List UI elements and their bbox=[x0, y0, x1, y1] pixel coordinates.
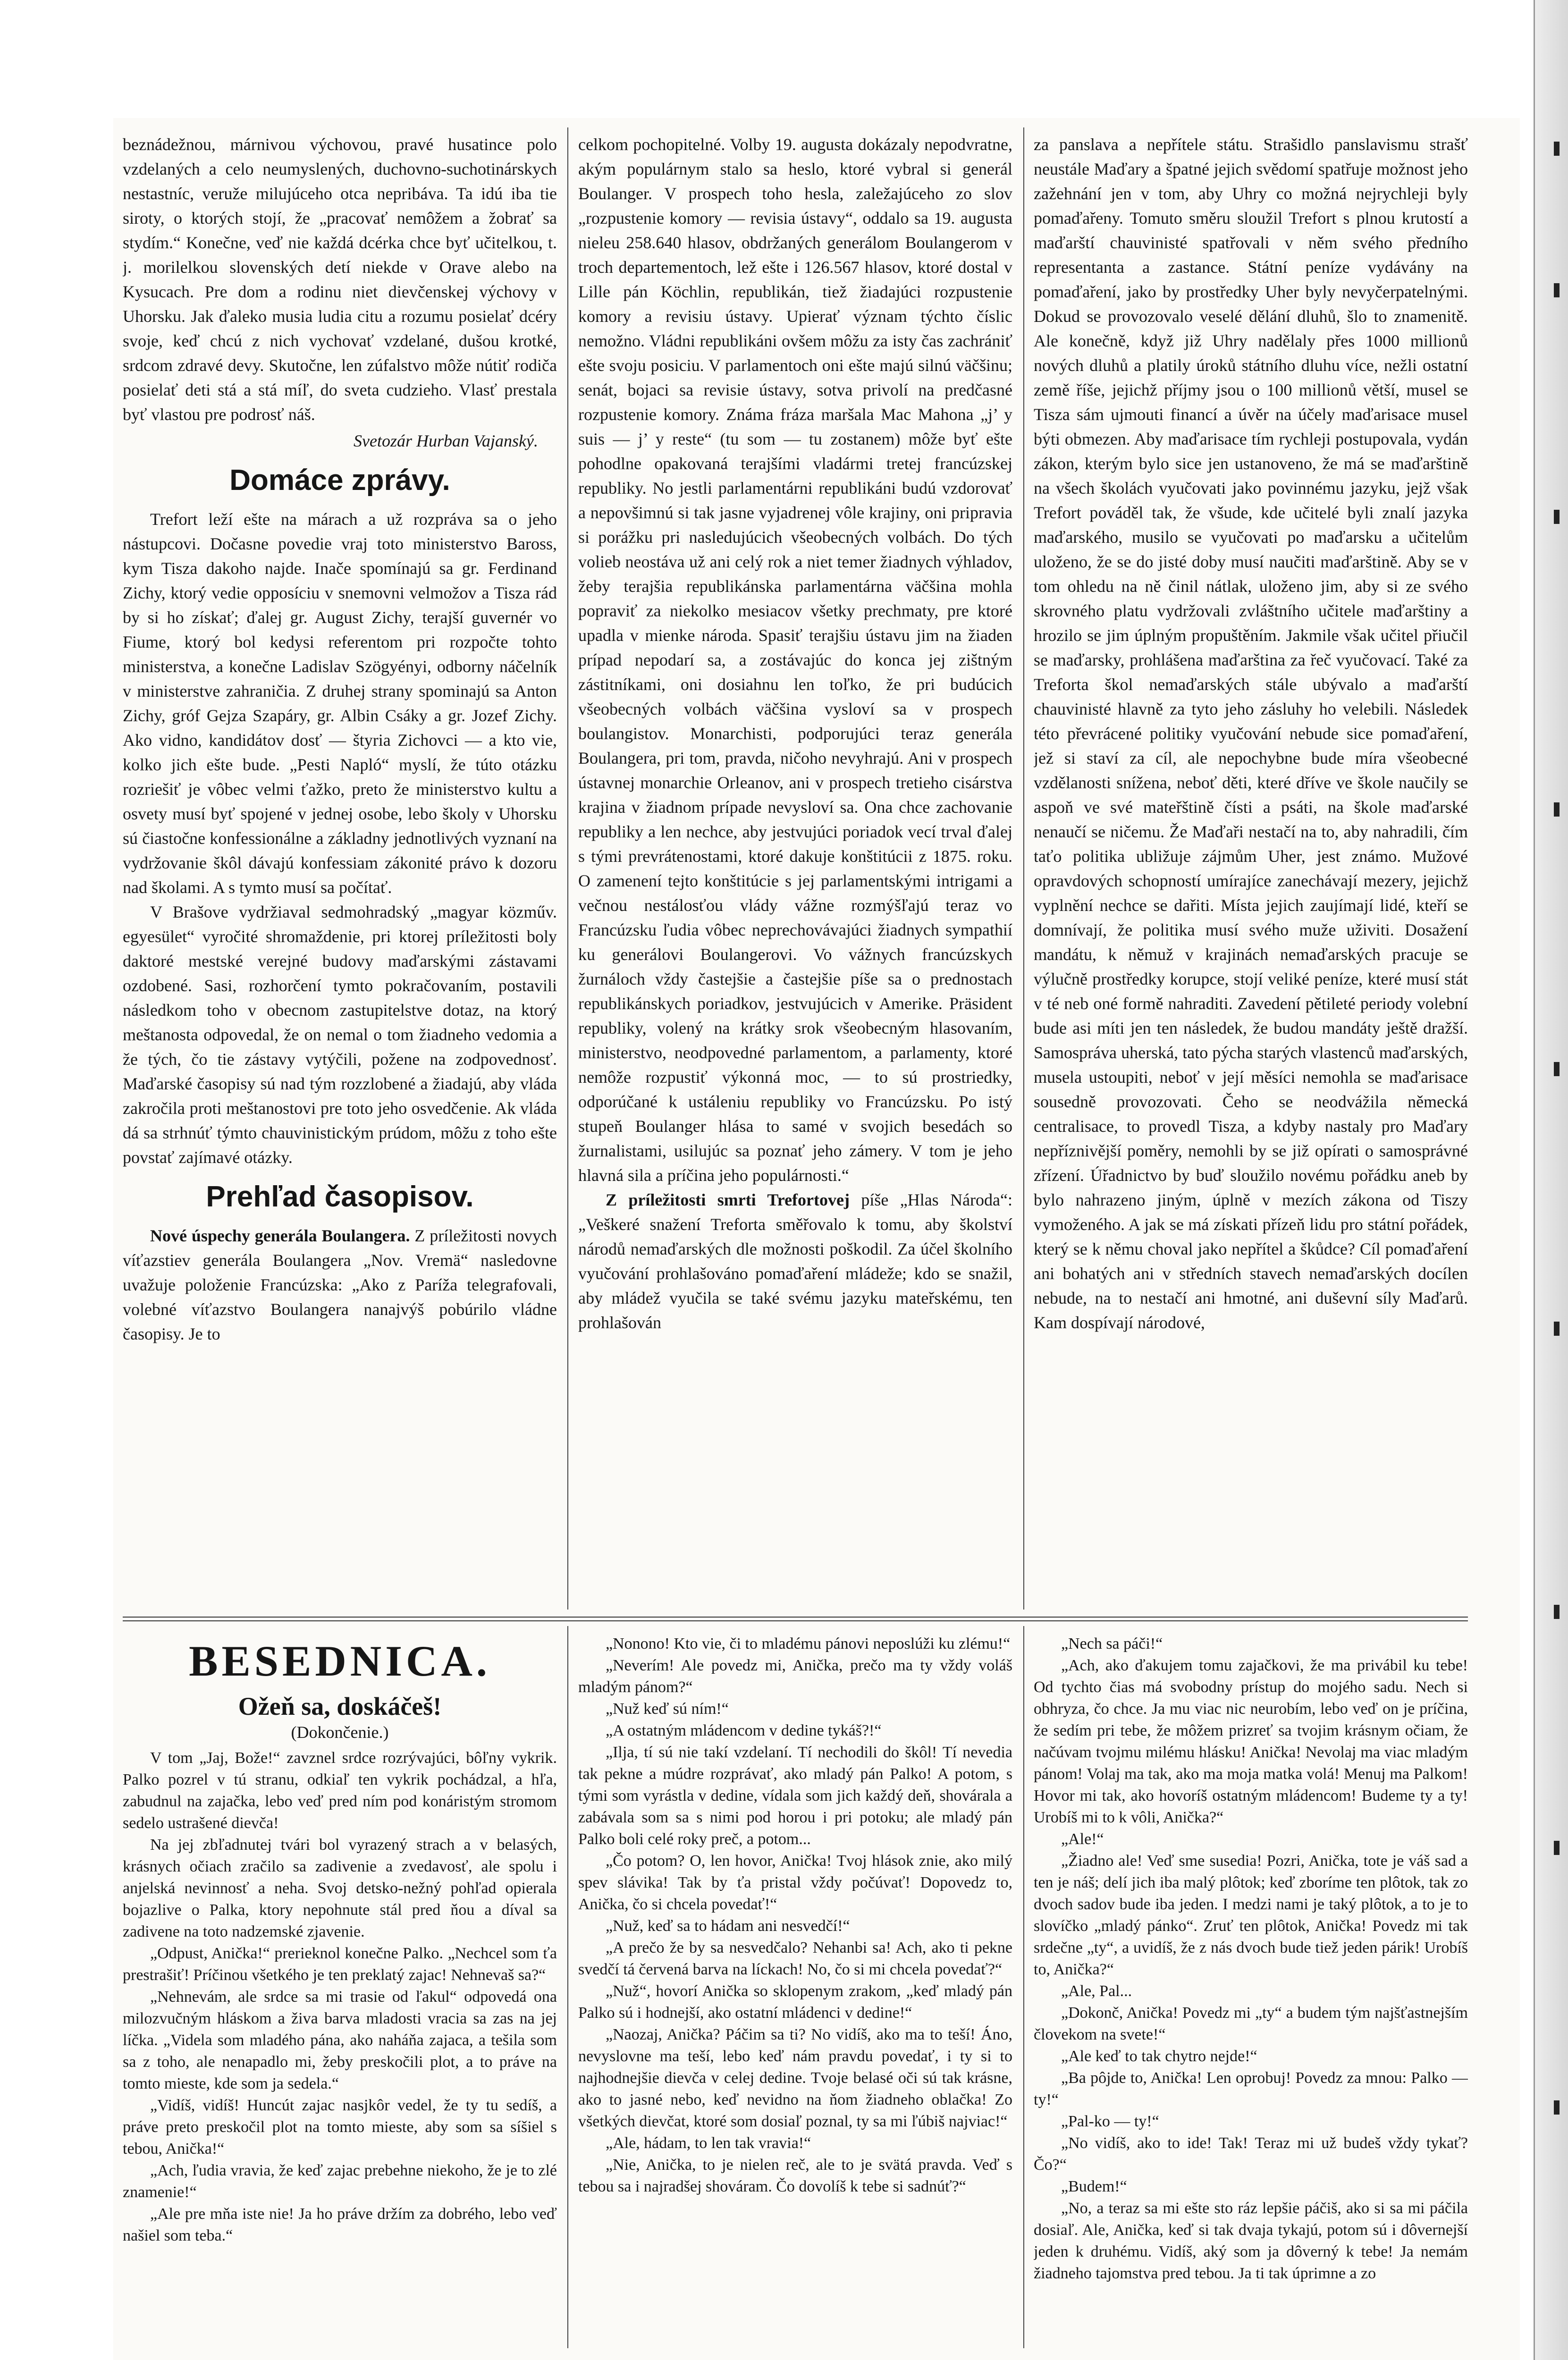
edge-mark bbox=[1554, 802, 1560, 817]
scan-edge bbox=[1534, 0, 1568, 2360]
edge-mark bbox=[1554, 283, 1560, 297]
story-paragraph: „Ach, ľudia vravia, že keď zajac prebehne niekoho, že je to zlé znamenie!“ bbox=[123, 2162, 557, 2201]
feuilleton-column-2 bbox=[578, 1633, 1012, 2346]
story-paragraph: „Žiadno ale! Veď sme susedia! Pozri, Anička, tote je váš sad a ten je náš; delí jich iba malý plôtok; keď zboríme ten plôtok, tak zo dvoch sadov bude iba jeden. I medzi nami je taký plôtok, a to je to slovíčko „mladý pánko“. Zruť ten plôtok, Anička! Povedz mi tak srdečne „ty“, a uvidíš, že z nás dvoch bude tiež jeden párik! Urobíš to, Anička?“ bbox=[1034, 1852, 1468, 1978]
column-rule bbox=[567, 1626, 568, 2348]
story-paragraph: „Naozaj, Anička? Páčim sa ti? No vidíš, ako ma to teší! Áno, nevyslovne ma teší, lebo keď nám pravdu povedať, i ty si to najhodnejšie dievča v celej dedine. Tvoje belasé oči sú tak krásne, ako to jasné nebo, keď nevidno na ňom žiadneho oblačka! Zo všetkých dievčat, ktoré som dosiaľ poznal, ty sa mi ľúbiš najviac!“ bbox=[578, 2026, 1012, 2130]
author-signature: Svetozár Hurban Vajanský. bbox=[354, 431, 538, 450]
article-text: Z príležitosti novych víťazstiev generála Boulangera „Nov. Vremä“ nasledovne uvažuje položenie Francúzska: „Ako z Paríža telegrafovali, volebné víťazstvo Boulangera nanajvýš pobúrilo vládne časopisy. Je to bbox=[123, 1226, 557, 1343]
story-paragraph: „Dokonč, Anička! Povedz mi „ty“ a budem tým najšťastnejším človekom na svete!“ bbox=[1034, 2004, 1468, 2043]
story-paragraph: „Odpust, Anička!“ prerieknol konečne Palko. „Nechcel som ťa prestrašiť! Príčinou všetkého je ten preklatý zajac! Nehnevaš sa?“ bbox=[123, 1945, 557, 1984]
story-paragraph: „Ale!“ bbox=[1061, 1830, 1104, 1848]
edge-mark bbox=[1554, 2100, 1560, 2115]
article-text: píše „Hlas Národa“: „Veškeré snažení Treforta směřovalo k tomu, aby školství národů nemaďarských dle možnosti poškodil. Za účel školního vyučování prohlašováno pomaďaření mládeže; kdo se snažil, aby mládež vyučila se také svému jazyku mateřskému, ten prohlašován bbox=[578, 1190, 1012, 1332]
story-paragraph: „Nie, Anička, to je nielen reč, ale to je svätá pravda. Veď s tebou sa i najradšej shováram. Čo dovolíš k tebe si sadnúť?“ bbox=[578, 2156, 1012, 2195]
article-lead: Nové úspechy generála Boulangera. bbox=[150, 1226, 410, 1245]
story-paragraph: V tom „Jaj, Bože!“ zavznel srdce rozrývajúci, bôľny vykrik. Palko pozrel v tú stranu, odkiaľ ten vykrik pochádzal, a hľa, zabudnul na zajačka, lebo veď pred ním pod konáristým stromom sedelo ustrašené dievča! bbox=[123, 1749, 557, 1832]
story-paragraph: „Vidíš, vidíš! Huncút zajac nasjkôr vedel, že ty tu sedíš, a práve preto preskočil plot na tomto mieste, aby som sa síšiel s tebou, Anička!“ bbox=[123, 2097, 557, 2158]
story-paragraph: „Nuž keď sú ním!“ bbox=[606, 1700, 729, 1718]
column-rule bbox=[1023, 1626, 1024, 2348]
story-paragraph: „A prečo že by sa nesvedčalo? Nehanbi sa! Ach, ako ti pekne svedčí tá červená barva na líckach! No, čo si mi chcela povedať?“ bbox=[578, 1939, 1012, 1978]
column-rule bbox=[1023, 127, 1024, 1610]
story-paragraph: „Ale, hádam, to len tak vravia!“ bbox=[606, 2134, 811, 2152]
column-rule bbox=[567, 127, 568, 1610]
story-paragraph: „Ilja, tí sú nie takí vzdelaní. Tí nechodili do škôl! Tí nevedia tak pekne a múdre rozprávať, ako mladý pán Palko! A potom, s tými som vyrástla v dedine, vídala som jich každý deň, shovárala a zabávala som sa s nimi pod horou i pri potoku; ale mladý pán Palko boli celé roky preč, a potom... bbox=[578, 1744, 1012, 1848]
story-title: Ožeň sa, doskáčeš! bbox=[238, 1692, 442, 1720]
column-2-upper bbox=[578, 132, 1012, 1610]
article-paragraph: Trefort leží ešte na márach a už rozpráva sa o jeho nástupcovi. Dočasne povedie vraj toto ministerstvo Baross, kym Tisza dakoho najde. Inače spomínajú sa gr. Ferdinand Zichy, ktorý vedie opposíciu v snemovni velmožov a Tisza rád by si ho získať; ďalej gr. August Zichy, terajší guvernér vo Fiume, ktorý bol kedysi referentom pri rozpočte tohto ministerstva, a konečne Ladislav Szögyényi, odborny náčelník v ministerstve zahraničia. Z druhej strany spominajú sa Anton Zichy, gróf Gejza Szapáry, gr. Albin Csáky a gr. Jozef Zichy. Ako vidno, kandidátov dosť — štyria Zichovci — a kto vie, kolko jich ešte bude. „Pesti Napló“ myslí, že túto otázku rozriešiť je vôbec velmi ťažko, preto že ministerstvo kultu a osvety musí byť spojené v jednej osobe, lebo školy v Uhorsku sú čiastočne konfessionálne a základny jednotlivých vyznaní na vydržovanie škôl dávajú konfessiam zákonité právo k dozoru nad školami. A s tymto musí sa počítať. bbox=[123, 510, 557, 897]
story-paragraph: „Nuž“, hovorí Anička so sklopenym zrakom, „keď mladý pán Palko sú i hodnejší, ako ostatní mládenci v dedine!“ bbox=[578, 1982, 1012, 2022]
story-paragraph: „Neverím! Ale povedz mi, Anička, prečo ma ty vždy voláš mladým pánom?“ bbox=[578, 1657, 1012, 1696]
feuilleton-column-3 bbox=[1034, 1633, 1468, 2346]
story-paragraph: „Nonono! Kto vie, či to mladému pánovi neposlúži ku zlému!“ bbox=[606, 1635, 1011, 1652]
edge-mark bbox=[1554, 510, 1560, 524]
feuilleton-title: BESEDNICA. bbox=[189, 1637, 491, 1685]
edge-mark bbox=[1554, 1841, 1560, 1855]
section-heading-prehlad-casopisov: Prehľad časopisov. bbox=[206, 1180, 474, 1213]
column-3-upper bbox=[1034, 132, 1468, 1610]
feuilleton-separator bbox=[123, 1620, 1468, 1621]
article-paragraph bbox=[578, 1188, 1012, 1335]
article-paragraph bbox=[123, 1223, 557, 1346]
story-paragraph: „Nech sa páči!“ bbox=[1061, 1635, 1163, 1652]
story-paragraph: „No, a teraz sa mi ešte sto ráz lepšie páčiš, ako si sa mi páčila dosiaľ. Ale, Anička, keď si tak dvaja tykajú, potom sú i dôvernejší jeden k druhému. Vidíš, aký som ja dôverný k tebe! Ja nemám žiadneho tajomstva pred tebou. Ja ti tak úprimne a zo bbox=[1034, 2200, 1468, 2282]
story-paragraph: „A ostatným mládencom v dedine tykáš?!“ bbox=[606, 1722, 882, 1739]
story-paragraph: „Ale pre mňa iste nie! Ja ho práve držím za dobrého, lebo veď našiel som teba.“ bbox=[123, 2205, 557, 2244]
story-paragraph: „Čo potom? O, len hovor, Anička! Tvoj hlások znie, ako milý spev slávika! Tak by ťa pristal vždy počúvať! Dopovedz to, Anička, čo si chcela povedať!“ bbox=[578, 1852, 1012, 1913]
article-paragraph: V Brašove vydržiaval sedmohradský „magyar közműv. egyesület“ vyročité shromaždenie, pri ktorej príležitosti boly daktoré mestské verejné budovy maďarskými zástavami ozdobené. Sasi, rozhorčení tymto pokračovaním, postavili následkom toho v obecnom zastupitelstve dotaz, na ktorý meštanosta odpovedal, že on nemal o tom žiadneho vedomia a že tých, čo tie zástavy vytýčili, požene na zodpovednosť. Maďarské časopisy sú nad tým rozzlobené a žiadajú, aby vláda zakročila proti meštanostovi pre toto jeho osvedčenie. Ak vláda dá sa strhnúť týmto chauvinistickým prúdom, môžu z toho ešte povstať zajímavé otázky. bbox=[123, 902, 557, 1167]
story-subtitle: (Dokončenie.) bbox=[291, 1723, 389, 1742]
story-paragraph: Na jej zbľadnutej tvári bol vyrazený strach a v belasých, krásnych očiach zračilo sa zadivenie a zvedavosť, ale spolu i anjelská nevinnosť a neha. Svoj detsko-nežný pohľad opierala bojazlive o Palka, ktory nepohnute stál pred ňou a díval sa zadivene na toto nadzemské zjavenie. bbox=[123, 1836, 557, 1940]
edge-mark bbox=[1554, 142, 1560, 156]
story-paragraph: „Nehnevám, ale srdce sa mi trasie od ľakul“ odpovedá ona milozvučným hláskom a živa barva mladosti vracia sa zas na jej líčka. „Videla som mladého pána, ako naháňa zajaca, a tešila som sa z toho, ale nenapadlo mi, žeby preskočili plot, a to práve na tomto mieste, kde som ja sedela.“ bbox=[123, 1988, 557, 2092]
story-paragraph: „No vidíš, ako to ide! Tak! Teraz mi už budeš vždy tykať? Čo?“ bbox=[1034, 2134, 1468, 2174]
edge-mark bbox=[1554, 1062, 1560, 1076]
story-paragraph: „Ale keď to tak chytro nejde!“ bbox=[1061, 2048, 1257, 2065]
feuilleton-column-1 bbox=[123, 1628, 557, 2346]
article-paragraph: celkom pochopitelné. Volby 19. augusta dokázaly nepodvratne, akým populárnym stalo sa heslo, ktoré vybral si generál Boulanger. V prospech toho hesla, zaležajúceho zo slov „rozpustenie komory — revisia ústavy“, oddalo sa 19. augusta nieleu 258.640 hlasov, obdržaných generálom Boulangerom v troch departementoch, lež ešte i 126.567 hlasov, ktoré dostal v Lille pán Köchlin, republikán, tiež žiadajúci rozpustenie komory a revisiu ústavy. Upierať význam týchto číslic nemožno. Vládni republikáni ovšem môžu za isty čas zachrániť ešte svoju posiciu. V parlamentoch oni ešte majú silnú väčšinu; senát, bojaci sa revisie ústavy, sotva privolí na predčasné rozpustenie komory. Známa fráza maršala Mac Mahona „j’ y suis — j’ y reste“ (tu som — tu zostanem) môže byť ešte pohodlne opakovaná terajšími vladármi tretej francúzskej republiky. No jestli parlamentárni republikáni budú vzdorovať a nepovšimnú si tak jasne vyjadrenej vôle krajiny, oni pripravia si porážku pri nasledujúcich všeobecných volbách. Do tých volieb neostáva už ani celý rok a niet temer žiadnych výhladov, žeby terajšia republikánska parlamentárna väčšina mohla popraviť za niekolko mesiacov všetky prechmaty, pre ktoré upadla v mienke národa. Spasiť terajšiu ústavu jim na žiaden prípad nepodarí sa, a zostávajúc do konca jej zištným zástitníkami, oni dosiahnu len toľko, že pri budúcich všeobecných volbách väčšina vysloví sa v prospech boulangistov. Monarchisti, podporujúci teraz generála Boulangera, pri tom, pravda, ničoho nevyhrajú. Ani v prospech ústavnej monarchie Orleanov, ani v prospech tretieho cisárstva krajina v žiadnom prípade nevysloví sa. Ona chce zachovanie republiky a len nechce, aby jestvujúci poriadok vecí trval ďalej s tými prevrátenostami, ktoré dakuje konštitúcii z 1875. roku. O zamenení tejto konštitúcie s jej parlamentskými intrigami a večnou nestálosťou vlády vážne rozmýšľajú teraz vo Francúzsku ľudia vôbec neprechovávajúci žiadnych sympathií ku generálovi Boulangerovi. Vo vážnych francúzskych žurnáloch vždy častejšie a častejšie píše sa o prednostach republikánskych poriadkov, jestvujúcich v Amerike. Präsident republiky, volený na krátky srok všeobecným hlasovaním, ministerstvo, neodpovedné parlamentom, a parlamenty, ktoré nemôže rozpustiť výkonná moc, — to sú prostriedky, odporúčané k ustáleniu republiky vo Francúzsku. Po istý stupeň Boulanger hlása to samé v svojich besedách so žurnalistami, usilujúc sa poznať jeho zámery. V tom je jeho hlavná sila a príčina jeho populárnosti.“ bbox=[578, 135, 1012, 1185]
newspaper-page bbox=[113, 118, 1520, 2360]
article-paragraph: beznádežnou, márnivou výchovou, pravé husatince polo vzdelaných a celo neumyslených, duchovno-suchotinárskych nestastníc, veruže milujúceho otca nepribáva. Ta idú iba tie siroty, o ktorých stojí, že „pracovať nemôžem a žobrať sa stydím.“ Konečne, veď nie každá dcérka chce byť učitelkou, t. j. morilelkou slovenských detí niekde v Orave alebo na Kysucach. Pre dom a rodinu niet dievčenskej výchovy v Uhorsku. Jak ďaleko musia ludia citu a rozumu posielať dcéry svoje, keď chcú z nich vychovať vzdelané, dušou krotké, srdcom zdravé devy. Skutočne, len zúfalstvo môže nútiť rodiča posielať deti stá a stá míľ, do sveta cudzieho. Vlasť prestala byť vlastou pre podrosť náš. bbox=[123, 135, 557, 424]
section-heading-domace-zpravy: Domáce zprávy. bbox=[229, 464, 450, 497]
story-paragraph: „Pal-ko — ty!“ bbox=[1061, 2113, 1159, 2130]
column-1-upper bbox=[123, 132, 557, 1610]
edge-mark bbox=[1554, 1322, 1560, 1336]
story-paragraph: „Nuž, keď sa to hádam ani nesvedčí!“ bbox=[606, 1917, 850, 1935]
edge-mark bbox=[1554, 1605, 1560, 1619]
story-paragraph: „Ale, Pal... bbox=[1061, 1982, 1132, 2000]
story-paragraph: „Ach, ako ďakujem tomu zajačkovi, že ma privábil ku tebe! Od tychto čias má svobodny prístup do mojého sadu. Nech si obhryza, čo chce. Ja mu viac nic neurobím, lebo veď on je príčina, že sedím pri tebe, že môžem prizreť sa tvojim krásnym očiam, že načúvam tvojmu milému hlásku! Anička! Nevolaj ma viac mladým pánom! Volaj ma tak, ako ma moja matka volá! Menuj ma Palkom! Hovor mi tak, ako hovoríš ostatným mládencom! Budeme ty a ty! Urobíš mi to k vôli, Anička?“ bbox=[1034, 1657, 1468, 1826]
story-paragraph: „Budem!“ bbox=[1061, 2178, 1127, 2195]
story-paragraph: „Ba pôjde to, Anička! Len oprobuj! Povedz za mnou: Palko — ty!“ bbox=[1034, 2069, 1468, 2108]
article-paragraph: za panslava a nepřítele státu. Strašidlo panslavismu strašť neustále Maďary a špatné jejich svědomí spatřuje možnost jeho zažehnání jen v tom, aby Uhry co možná nejrychleji byly pomaďařeny. Tomuto směru sloužil Trefort s plnou krutostí a maďarští chauvinisté spatřovali v něm svého předního representanta a zastance. Státní peníze vydávány na pomaďaření, jako by prostředky Uher byly nevyčerpatelnými. Dokud se provozovalo veselé dělání dluhů, šlo to znamenitě. Ale konečně, když již Uhry nadělaly přes 1000 millionů nových dluhů a platily úroků státního dluhu více, nežli ostatní země říše, jejichž příjmy jsou o 100 millionů větší, musel se Tisza sám ujmouti financí a úvěr na účely maďarisace musel býti obmezen. Aby maďarisace tím rychleji postupovala, vydán zákon, kterým bylo sice jen ustanoveno, že má se maďarštině na všech školách vyučovati jako povinnému jazyku, jejž však Trefort pováděl tak, že všude, kde učitelé byli znalí jazyka maďarského, musilo se vyučovati po maďarsku a učitelům uloženo, že se do jisté doby musí naučiti maďarštině. Aby se v tom ohledu na ně činil nátlak, uloženo jim, aby si ze svého skrovného platu vydržovali zvláštního učitele maďarštiny a hrozilo se jim úplným propuštěním. Jakmile však učitel přiučil se maďarsky, prohlášena maďarština za řeč vyučovací. Také za Treforta škol nemaďarských stále ubývalo a maďarští chauvinisté hlavně za tyto jeho zásluhy ho velebili. Následek této převrácené politiky vyučování nebude sice pomaďaření, jež si staví za cíl, ale nepochybne bude míra všeobecné vzdělanosti snížena, neboť děti, které dříve ve škole naučily se aspoň ve své mateřštině čísti a psáti, na škole maďarské nenaučí se ničemu. Že Maďaři nestačí na to, aby nahradili, čím taťo politika ubližuje zájmům Uher, jest známo. Mužové opravdových schopností umírajíce zanechávají mezery, jejichž vyplnění nechce se dařiti. Místa jejich zaujímají lidé, kteří se domnívají, že politika musí svého muže uživiti. Dosažení mandátu, k němuž v krajinách nemaďarských pracuje se výlučně prostředky korupce, stojí veliké peníze, které musí stát v té neb oné formě nahraditi. Zavedení pětileté periody volební bude asi míti jen ten následek, že budou mandáty ještě dražší. Samospráva uherská, tato pýcha starých vlastenců maďarských, musela ustoupiti, neboť v její měsíci nemohla se maďarisace sousedně provozovati. Čeho se neodvážila německá centralisace, to provedl Tisza, a kdyby nastaly pro Maďary nepříznivější poměry, nemohli by se již opírati o samosprávné zřízení. Úřadnictvo by buď sloužilo novému pořádku aneb by bylo nahrazeno jiným, úplně v mezích zákona od Tiszy vymoženého. A jak se má získati přízeň lidu pro státní pořádek, který se k němu choval jako nepřítel a škůdce? Cíl pomaďaření ani bohatých ani v středních stavech nemaďarských docílen nebude, na to nestačí ani hmotné, ani duševní síly Maďarů. Kam dospívají národové, bbox=[1034, 135, 1468, 1332]
article-lead: Z príležitosti smrti Trefortovej bbox=[606, 1190, 850, 1209]
feuilleton-separator bbox=[123, 1617, 1468, 1618]
